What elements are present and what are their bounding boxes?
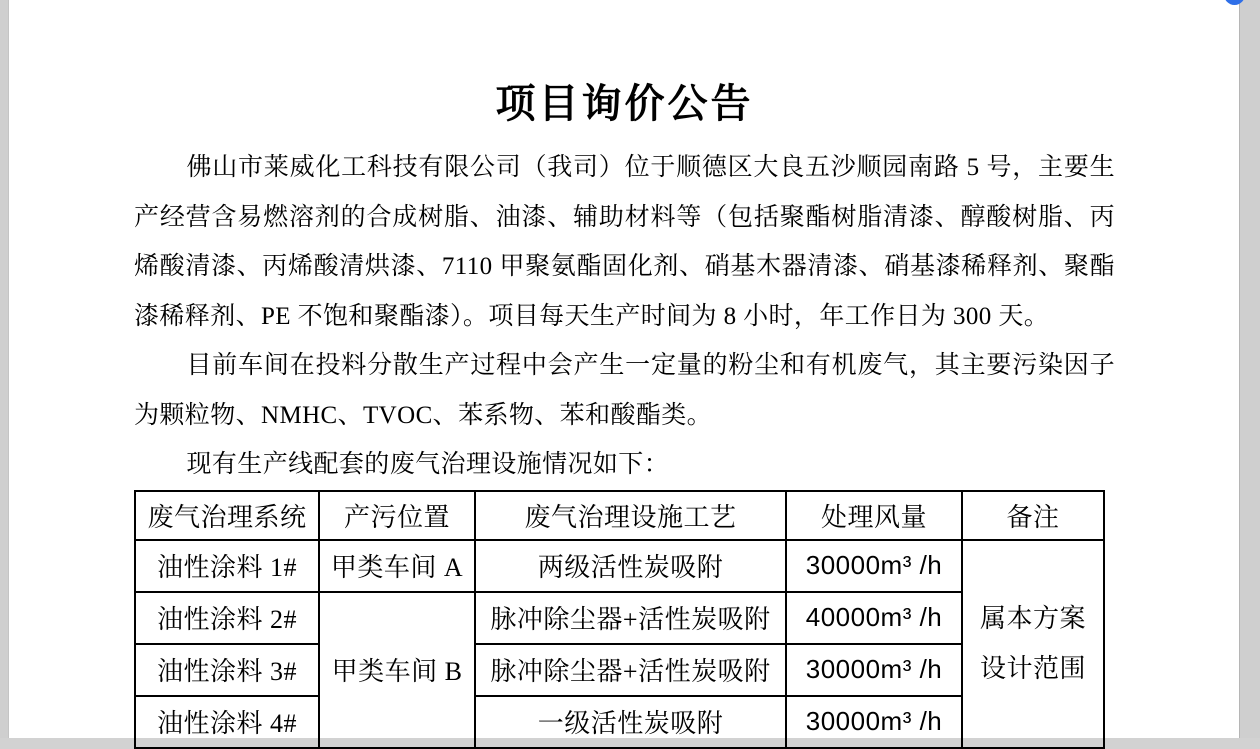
- cell-process: 一级活性炭吸附: [475, 696, 786, 748]
- table-row: [135, 644, 1104, 696]
- cell-location: 甲类车间 B: [319, 592, 475, 748]
- cell-remark: [962, 540, 1104, 748]
- cell-airflow: 30000m³ /h: [786, 644, 962, 696]
- table-row: [135, 592, 1104, 644]
- cell-system: 油性涂料 2#: [135, 592, 319, 644]
- cell-airflow: 30000m³ /h: [786, 540, 962, 592]
- cell-process: 脉冲除尘器+活性炭吸附: [475, 644, 786, 696]
- table-row: [135, 540, 1104, 592]
- col-header-process: 废气治理设施工艺: [475, 491, 786, 540]
- paragraph-table-intro: 现有生产线配套的废气治理设施情况如下：: [186, 451, 670, 478]
- document-page: [8, 0, 1240, 738]
- paragraph-pollution-factors: 目前车间在投料分散生产过程中会产生一定量的粉尘和有机废气，其主要污染因子为颗粒物、NMHC、TVOC、苯系物、苯和酸酯类。: [134, 352, 1115, 429]
- col-header-airflow: 处理风量: [786, 491, 962, 540]
- cell-system: 油性涂料 4#: [135, 696, 319, 748]
- paragraph-company-intro: 佛山市莱威化工科技有限公司（我司）位于顺德区大良五沙顺园南路 5 号，主要生产经营含易燃溶剂的合成树脂、油漆、辅助材料等（包括聚酯树脂清漆、醇酸树脂、丙烯酸清漆、丙烯酸清烘漆、7110 甲聚氨酯固化剂、硝基木器清漆、硝基漆稀释剂、聚酯漆稀释剂、PE 不饱和聚酯漆）。项目每天生产时间为 8 小时，年工作日为 300 天。: [134, 154, 1115, 330]
- cell-airflow: 30000m³ /h: [786, 696, 962, 748]
- table-header-row: [135, 491, 1104, 540]
- cell-system: 油性涂料 3#: [135, 644, 319, 696]
- right-margin-gutter: [1240, 0, 1260, 738]
- waste-gas-treatment-table: [134, 490, 1105, 749]
- col-header-remark: 备注: [962, 491, 1104, 540]
- left-margin-gutter: [0, 0, 8, 738]
- cell-airflow: 40000m³ /h: [786, 592, 962, 644]
- cell-process: 两级活性炭吸附: [475, 540, 786, 592]
- col-header-location: 产污位置: [319, 491, 475, 540]
- remark-line-2: 设计范围: [979, 653, 1086, 683]
- cell-location: 甲类车间 A: [319, 540, 475, 592]
- table-row: [135, 696, 1104, 748]
- col-header-system: 废气治理系统: [135, 491, 319, 540]
- page-title: 项目询价公告: [495, 81, 754, 126]
- cell-process: 脉冲除尘器+活性炭吸附: [475, 592, 786, 644]
- cell-system: 油性涂料 1#: [135, 540, 319, 592]
- remark-line-1: 属本方案: [979, 603, 1086, 633]
